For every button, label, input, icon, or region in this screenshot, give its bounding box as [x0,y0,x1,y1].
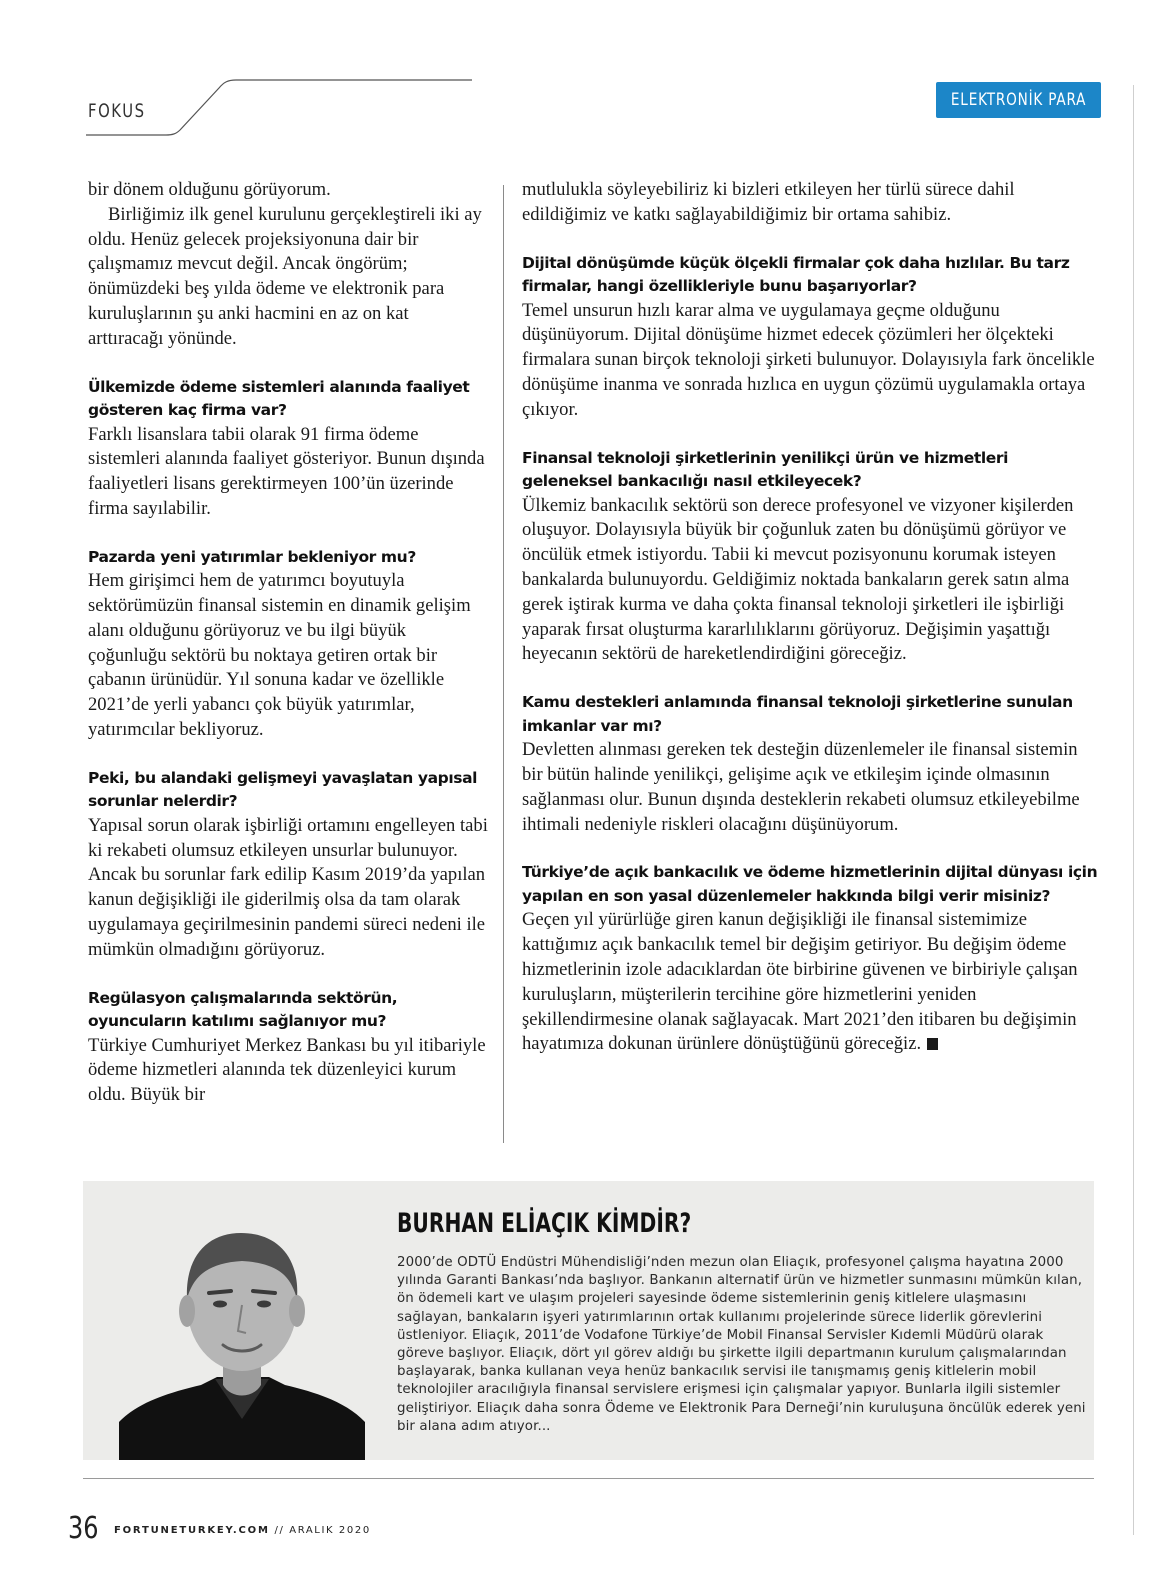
question-heading: Dijital dönüşümde küçük ölçekli firmalar çok daha hızlılar. Bu tarz firmalar, hangi özellikleriyle bunu başarıyorlar? [522,253,1070,296]
answer-paragraph: Ülkemiz bankacılık sektörü son derece profesyonel ve vizyoner kişilerden oluşuyor. Dolayısıyla büyük bir çoğunluk zaten bu dönüşümü görüyor ve öncülük etmek istiyordu. Tabii ki mevcut pozisyonunu korumak isteyen bankalarda bulunuyordu. Geldiğimiz noktada bankaların gerek satın alma gerek iştirak kurma ve daha çokta finansal teknoloji şirketleri ile işbirliği yaparak fırsat oluşturma kararlılıklarını görüyoruz. Değişimin yaşattığı heyecanın sektörü de hareketlendirdiğini göreceğiz. [522,494,1074,665]
question-heading: Ülkemizde ödeme sistemleri alanında faaliyet gösteren kaç firma var? [88,377,470,420]
answer-paragraph: Hem girişimci hem de yatırımcı boyutuyla sektörümüzün finansal sistemin en dinamik gelişim alanı olduğunu görüyoruz ve bu ilgi büyük çoğunluğu sektörü bu noktaya getiren ortak bir çabanın ürünüdür. Yıl sonuna kadar ve özellikle 2021’de yerli yabancı çok büyük yatırımlar, yatırımcılar bekliyoruz. [88,570,471,741]
answer-text: Geçen yıl yürürlüğe giren kanun değişikliği ile finansal sistemimize kattığımız açık bankacılık temel bir değişim getiriyor. Bu değişim ödeme hizmetlerinin izole adacıklardan öte birbirine güvenen ve birbiriyle çalışan kuruluşların, müşterilerin tercihine göre hizmetlerini yeniden şekillendirmesine olanak sağlayacak. Mart 2021’den itibaren bu değişimin hayatımıza dokunan ürünlere dönüştüğünü göreceğiz. [522,909,1078,1055]
question-heading: Regülasyon çalışmalarında sektörün, oyuncuların katılımı sağlanıyor mu? [88,988,398,1031]
category-tab [936,82,1101,118]
issue-date: ARALIK 2020 [289,1525,371,1536]
answer-paragraph: Yapısal sorun olarak işbirliği ortamını engelleyen tabi ki rekabeti olumsuz etkileyen unsurlar bulunuyor. Ancak bu sorunlar fark edilip Kasım 2019’da yapılan kanun değişikliği ile giderilmiş olsa da tam olarak uygulamaya geçirilmesinin pandemi süreci nedeni ile mümkün olmadığını görüyoruz. [88,814,488,960]
portrait-photo [119,1207,365,1460]
question-heading: Pazarda yeni yatırımlar bekleniyor mu? [88,547,416,566]
answer-paragraph: Temel unsurun hızlı karar alma ve uygulamaya geçme olduğunu düşünüyorum. Dijital dönüşüme hizmet edecek çözümleri her ölçekteki firmalara sunan birçok teknoloji şirketi bulunuyor. Dolayısıyla fark öncelikle dönüşüme inanma ve sonrada hızlıca en uygun çözümü uygulamakla ortaya çıkıyor. [522,299,1095,420]
footer-publication-line [114,1525,371,1536]
page-edge-rule [1133,85,1134,1535]
publication-name: FORTUNETURKEY.COM [114,1525,270,1536]
bio-box [83,1181,1094,1460]
article-column-right [522,178,1102,1057]
article-column-left [88,178,488,1108]
end-of-article-mark [927,1038,938,1050]
bio-title: BURHAN ELİAÇIK KİMDİR? [397,1208,692,1239]
fokus-header [86,78,476,136]
answer-paragraph: Türkiye Cumhuriyet Merkez Bankası bu yıl itibariyle ödeme hizmetleri alanında tek düzenleyici kurum oldu. Büyük bir [88,1034,486,1106]
question-heading: Kamu destekleri anlamında finansal teknoloji şirketlerine sunulan imkanlar var mı? [522,693,1073,735]
answer-paragraph: Devletten alınması gereken tek desteğin düzenlemeler ile finansal sistemin bir bütün halinde yenilikçi, gelişime açık ve etkileşim içinde olmasının sağlanması olur. Bunun dışında desteklerin rekabeti olumsuz etkileyebilme ihtimali nedeniyle riskleri olacağını düşünüyorum. [522,739,1080,835]
footer-separator: // [274,1525,285,1536]
question-heading: Finansal teknoloji şirketlerinin yenilikçi ürün ve hizmetleri geleneksel bankacılığı nasıl etkileyecek? [522,448,1009,491]
answer-paragraph: Farklı lisanslara tabii olarak 91 firma ödeme sistemleri alanında faaliyet gösteriyor. Bunun dışında faaliyetleri lisans gerektirmeyen 100’ün üzerinde firma sayılabilir. [88,423,485,519]
section-label: FOKUS [88,100,146,122]
page-number: 36 [68,1511,99,1546]
column-divider [503,185,504,1143]
question-heading: Türkiye’de açık bankacılık ve ödeme hizmetlerinin dijital dünyası için yapılan en son yasal düzenlemeler hakkında bilgi verir misiniz? [522,863,1098,905]
category-tab-label: ELEKTRONİK PARA [950,90,1087,110]
paragraph: Birliğimiz ilk genel kurulunu gerçekleştireli iki ay oldu. Henüz gelecek projeksiyonuna dair bir çalışmamız mevcut değil. Ancak öngörüm; önümüzdeki beş yılda ödeme ve elektronik para kuruluşlarının şu anki hacmini en az on kat arttıracağı yönünde. [88,203,482,349]
answer-paragraph [522,908,1102,1057]
footer-rule [83,1478,1094,1479]
question-heading: Peki, bu alandaki gelişmeyi yavaşlatan yapısal sorunlar nelerdir? [88,768,478,811]
paragraph: bir dönem olduğunu görüyorum. [88,179,331,200]
paragraph: mutlulukla söyleyebiliriz ki bizleri etkileyen her türlü sürece dahil edildiğimiz ve katkı sağlayabildiğimiz bir ortama sahibiz. [522,179,1015,225]
bio-text: 2000’de ODTÜ Endüstri Mühendisliği’nden mezun olan Eliaçık, profesyonel çalışma hayatına 2000 yılında Garanti Bankası’nda başlıyor. Bankanın alternatif ürün ve hizmetler sunmasını mümkün kılan, ön ödemeli kart ve ulaşım projeleri sayesinde ödeme sistemlerinin geniş kitlelere ulaşmasını sağlayan, bankaların işyeri yatırımlarının ortak kullanımı projelerinde sürece liderlik görevlerini üstleniyor. Eliaçık, 2011’de Vodafone Türkiye’de Mobil Finansal Servisler Kıdemli Müdürü olarak göreve başlıyor. Eliaçık, dört yıl görev aldığı bu şirkette ilgili departmanın kurulum çalışmalarından başlayarak, banka kullanan veya henüz bankacılık servisi ile tanışmamış geniş kitlelerin mobil teknolojiler aracılığıyla finansal servislere erişmesi için çalışmalar yapıyor. Bunlarla ilgili sistemler geliştiriyor. Eliaçık daha sonra Ödeme ve Elektronik Para Derneği’nin kuruluşuna öncülük ederek yeni bir alana adım atıyor... [397,1255,1086,1434]
